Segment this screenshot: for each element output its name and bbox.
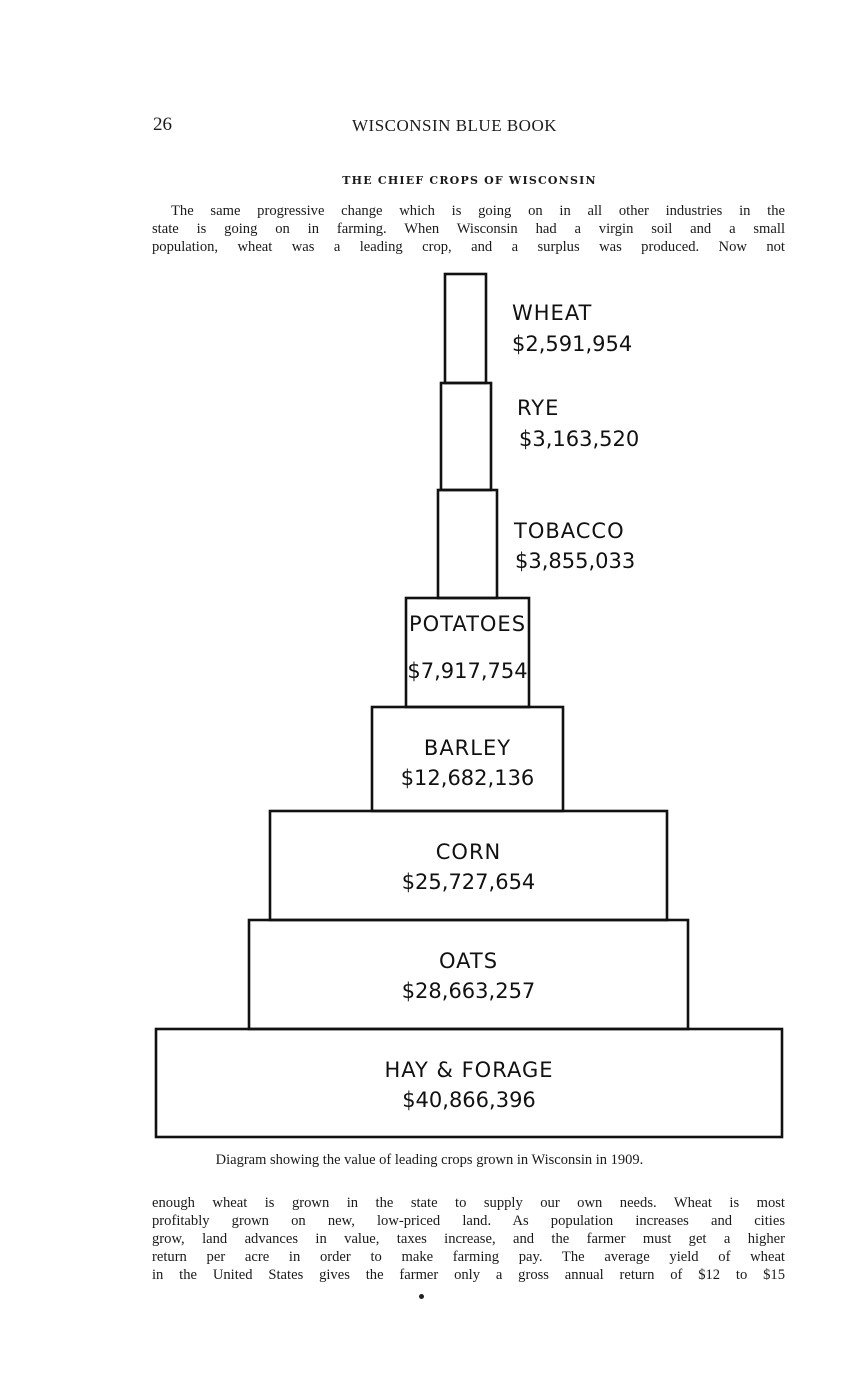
crop-block-oats [249,920,688,1029]
running-title: WISCONSIN BLUE BOOK [352,116,557,135]
paragraph-line: return per acre in order to make farming pay. The average yield of wheat [152,1249,785,1265]
crop-value-rye: $3,163,520 [519,427,640,451]
paragraph-bottom [152,1194,785,1284]
crop-name-tobacco: TOBACCO [514,519,625,543]
paragraph-line: state is going on in farming. When Wisconsin had a virgin soil and a small [152,221,785,237]
paragraph-line: population, wheat was a leading crop, and a surplus was produced. Now not [152,239,785,255]
crop-value-hay-forage: $40,866,396 [402,1088,536,1112]
crop-value-wheat: $2,591,954 [512,332,633,356]
crop-name-oats: OATS [438,949,499,973]
crop-name-corn: CORN [435,840,502,864]
crop-block-corn [270,811,667,920]
crop-name-rye: RYE [517,396,560,420]
crop-value-corn: $25,727,654 [401,870,536,894]
page-number: 26 [153,114,172,135]
crop-value-barley: $12,682,136 [400,766,535,790]
paragraph-line: grow, land advances in value, taxes increase, and the farmer must get a higher [152,1231,785,1247]
paragraph-line: profitably grown on new, low-priced land. As population increases and cities [152,1213,785,1229]
paragraph-line: enough wheat is grown in the state to supply our own needs. Wheat is most [152,1195,785,1211]
page-mark [419,1294,424,1299]
crop-name-barley: BARLEY [423,736,512,760]
paragraph-line: The same progressive change which is going on in all other industries in the [171,203,785,219]
diagram-caption: Diagram showing the value of leading crops grown in Wisconsin in 1909. [215,1152,644,1168]
crop-value-potatoes: $7,917,754 [407,659,528,683]
crop-name-potatoes: POTATOES [408,612,527,636]
crop-value-tobacco: $3,855,033 [515,549,636,573]
crop-block-wheat [445,274,486,383]
crop-name-hay-forage: HAY & FORAGE [384,1058,554,1082]
crop-block-tobacco [438,490,497,598]
crop-name-wheat: WHEAT [512,301,593,325]
section-title: THE CHIEF CROPS OF WISCONSIN [342,174,597,187]
crop-value-oats: $28,663,257 [401,979,536,1003]
crop-block-rye [441,383,491,490]
crop-block-hay-forage [156,1029,782,1137]
paragraph-line: in the United States gives the farmer only a gross annual return of $12 to $15 [152,1267,785,1283]
